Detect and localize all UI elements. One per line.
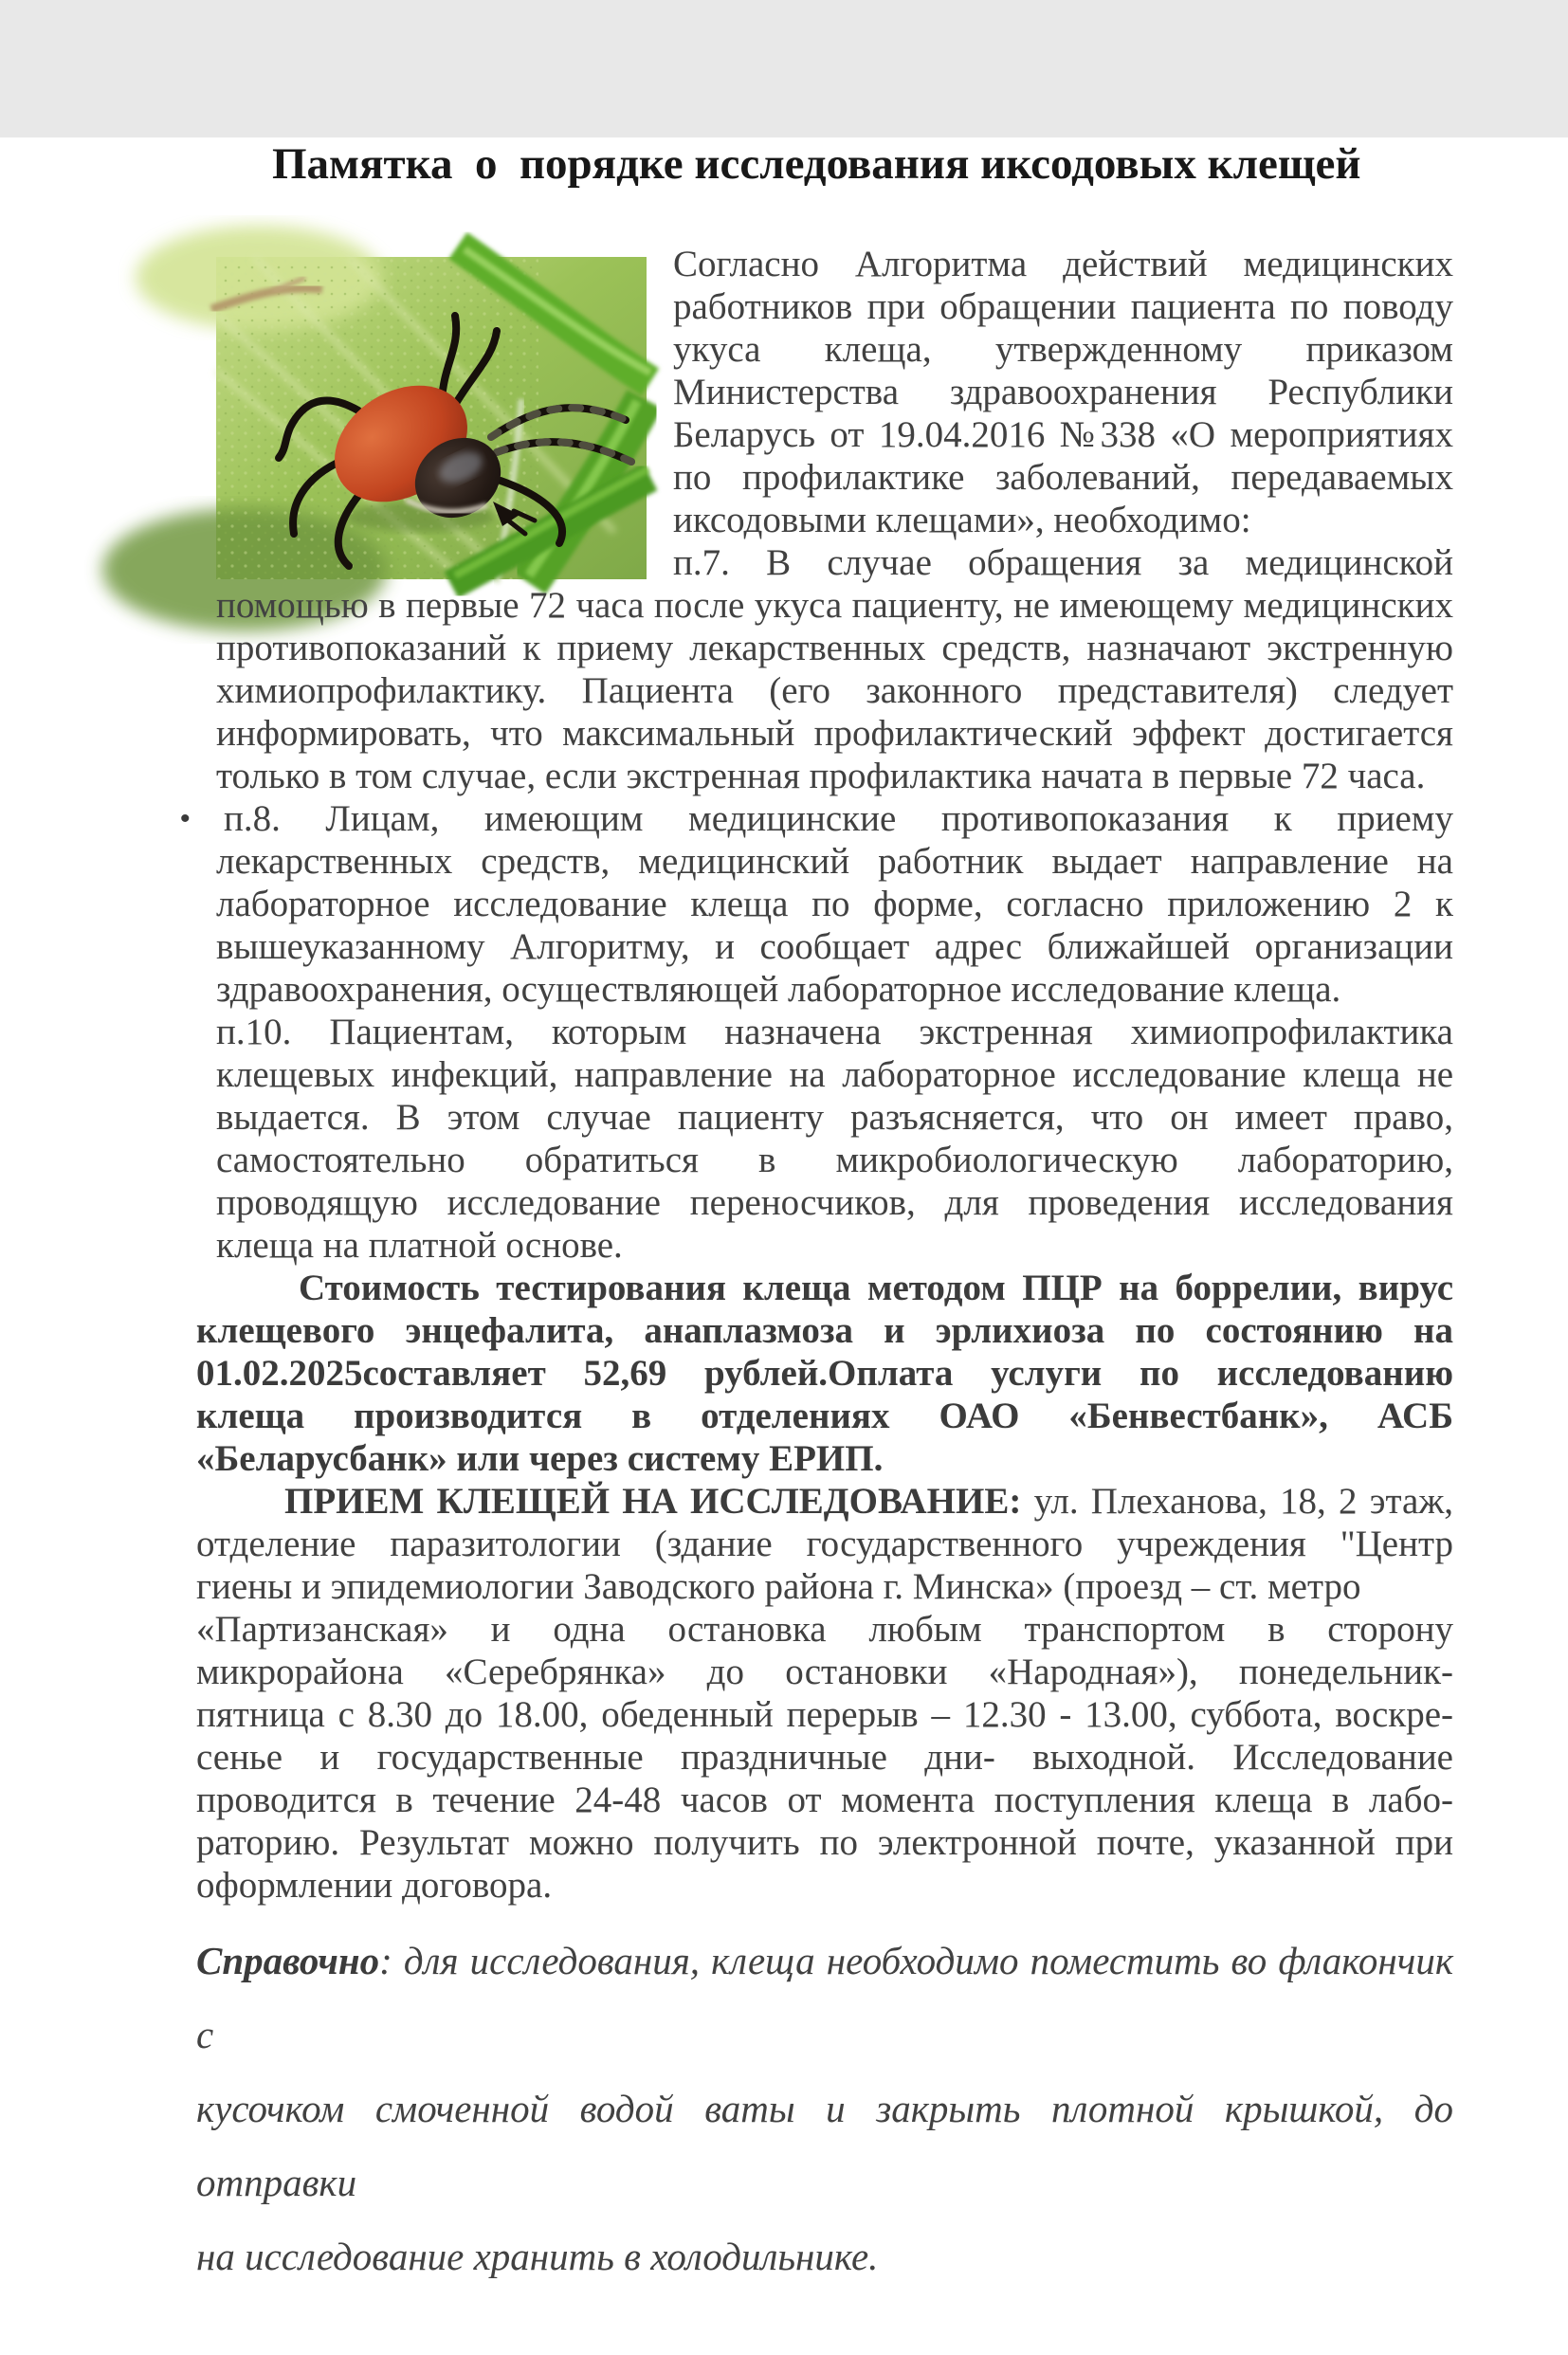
text-line: клещевых инфекций, направление на лабораторное исследование клеща не: [216, 1054, 1453, 1095]
text-line: противопоказаний к приему лекарственных средств, назначают экстренную: [216, 628, 1453, 668]
text-line: гиены и эпидемиологии Заводского района г. Минска» (проезд – ст. метро: [196, 1566, 1361, 1607]
text-line: самостоятельно обратиться в микробиологическую лабораторию,: [216, 1140, 1453, 1180]
text-line: выдается. В этом случае пациенту разъясняется, что он имеет право,: [216, 1097, 1453, 1138]
text-line: п.10. Пациентам, которым назначена экстренная химиопрофилактика: [216, 1012, 1453, 1052]
text-run: : для исследования, клеща необходимо поместить во флакончик с: [196, 1939, 1453, 2056]
paragraph-intro: [216, 243, 1453, 541]
text-line: химиопрофилактику. Пациента (его законного представителя) следует: [216, 670, 1453, 711]
paragraph-p10: [216, 1011, 1453, 1267]
list-bullet: •: [180, 803, 191, 834]
text-run: п.8. Лицам, имеющим медицинские противопоказания к приему: [224, 798, 1453, 839]
text-line: клеща на платной основе.: [216, 1225, 623, 1266]
paragraph-p7: [216, 541, 1453, 797]
text-line: [196, 1924, 1453, 2072]
text-line: «Партизанская» и одна остановка любым транспортом в сторону: [196, 1609, 1453, 1650]
text-line: Стоимость тестирования клеща методом ПЦР на боррелии, вирус: [299, 1268, 1453, 1308]
priem-label: ПРИЕМ КЛЕЩЕЙ НА ИССЛЕДОВАНИЕ:: [284, 1481, 1022, 1522]
text-line: [196, 1480, 1453, 1523]
text-line: оформлении договора.: [196, 1865, 553, 1906]
text-line: лабораторное исследование клеща по форме, согласно приложению 2 к: [216, 884, 1453, 924]
text-line: лекарственных средств, медицинский работник выдает направление на: [216, 841, 1453, 882]
text-line: кусочком смоченной водой ваты и закрыть плотной крышкой, до отправки: [196, 2087, 1453, 2204]
text-line: клеща производится в отделениях ОАО «Бенвестбанк», АСБ: [196, 1396, 1453, 1436]
text-line: отделение паразитологии (здание государственного учреждения "Центр: [196, 1524, 1453, 1564]
text-line: иксодовыми клещами», необходимо:: [673, 500, 1251, 540]
text-line: информировать, что максимальный профилактический эффект достигается: [216, 713, 1453, 754]
text-line: Согласно Алгоритма действий медицинских: [673, 244, 1453, 284]
text-line: укуса клеща, утвержденному приказом: [673, 329, 1453, 370]
page-title: Памятка о порядке исследования иксодовых клещей: [272, 139, 1361, 189]
text-line: только в том случае, если экстренная профилактика начата в первые 72 часа.: [216, 756, 1426, 796]
text-line: проводится в течение 24-48 часов от момента поступления клеща в лабо-: [196, 1780, 1453, 1820]
text-line: пятница с 8.30 до 18.00, обеденный перерыв – 12.30 - 13.00, суббота, воскре-: [196, 1694, 1453, 1735]
text-line: клещевого энцефалита, анаплазмоза и эрлихиоза по состоянию на: [196, 1310, 1453, 1351]
text-line: помощью в первые 72 часа после укуса пациенту, не имеющему медицинских: [216, 585, 1453, 626]
text-line: Министерства здравоохранения Республики: [673, 372, 1453, 412]
spravochno-label: Справочно: [196, 1939, 380, 1982]
text-line: проводящую исследование переносчиков, для проведения исследования: [216, 1182, 1453, 1223]
text-line: на исследование хранить в холодильнике.: [196, 2235, 879, 2278]
paragraph-cost: [196, 1267, 1453, 1480]
text-line: микрорайона «Серебрянка» до остановки «Народная»), понедельник-: [196, 1652, 1453, 1692]
paragraph-priem: [196, 1480, 1453, 1907]
document-page: [0, 137, 1568, 2355]
text-line: п.7. В случае обращения за медицинской: [673, 542, 1453, 583]
text-line: раторию. Результат можно получить по электронной почте, указанной при: [196, 1822, 1453, 1863]
text-line: сенье и государственные праздничные дни- выходной. Исследование: [196, 1737, 1453, 1778]
text-line: работников при обращении пациента по поводу: [673, 286, 1453, 327]
text-line: вышеуказанному Алгоритму, и сообщает адрес ближайшей организации: [216, 926, 1453, 967]
text-line: по профилактике заболеваний, передаваемых: [673, 457, 1453, 498]
text-line: «Беларусбанк» или через систему ЕРИП.: [196, 1438, 884, 1479]
text-run: ул. Плеханова, 18, 2 этаж,: [1021, 1481, 1454, 1522]
text-line: здравоохранения, осуществляющей лабораторное исследование клеща.: [216, 969, 1341, 1010]
paragraph-spravochno: [196, 1924, 1453, 2293]
text-line: Беларусь от 19.04.2016 №338 «О мероприятиях: [673, 414, 1453, 455]
paragraph-p8: [180, 797, 1453, 1011]
text-line: 01.02.2025составляет 52,69 рублей.Оплата услуги по исследованию: [196, 1353, 1453, 1394]
text-line: [180, 797, 1453, 840]
